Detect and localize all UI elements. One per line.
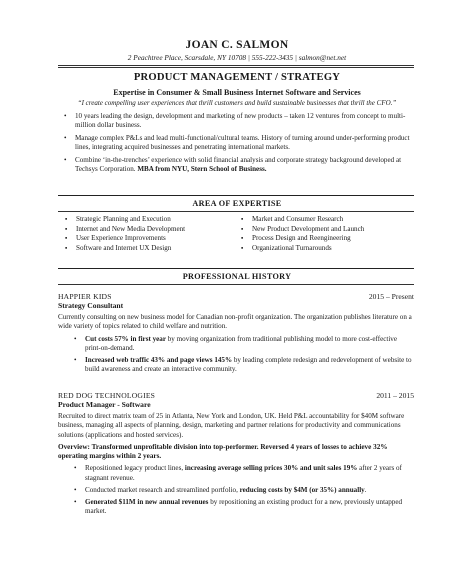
header-divider-top [58, 65, 414, 66]
expertise-list-left [64, 215, 234, 253]
job-dates: 2011 – 2015 [376, 391, 414, 400]
achievement-item: • Conducted market research and streamlined portfolio, reducing costs by $4M (or 35%) annually. [74, 485, 367, 494]
header-divider-bottom [58, 67, 414, 68]
candidate-name: JOAN C. SALMON [185, 39, 289, 51]
expertise-title: AREA OF EXPERTISE [192, 199, 282, 208]
summary-item: • 10 years leading the design, development and marketing of new products – taken 12 ventures from concept to multi-million dollar business. [64, 112, 406, 130]
job-description: Currently consulting on new business model for Canadian non-profit organization. The organization publishes literature on a wide variety of topics related to child welfare and nutrition. [58, 313, 412, 331]
job-overview: Overview: Transformed unprofitable division into top-performer. Reversed 4 years of losses to achieve 32% operating margins within 2 years. [58, 442, 388, 461]
job-dates: 2015 – Present [368, 292, 414, 301]
expertise-list-right [240, 215, 415, 253]
job-description: Recruited to direct matrix team of 25 in Atlanta, New York and London, UK. Held P&L accountability for $40M software business, managing all aspects of planning, design, marketing and partner relations for productivity and communications solutions (applications and hosted services). [58, 412, 405, 439]
contact-info: 2 Peachtree Place, Scarsdale, NY 10708 | 555-222-3435 | salmon@net.net [127, 53, 347, 62]
expertise-item: ▪ Internet and New Media Development [65, 224, 186, 233]
summary-item: • Combine ‘in-the-trenches’ experience with solid financial analysis and corporate strategy background developed at Techsys Corporation. MBA from NYU, Stern School of Business. [64, 156, 402, 174]
expertise-item: ▪ Software and Internet UX Design [65, 243, 172, 252]
headline: PRODUCT MANAGEMENT / STRATEGY [133, 72, 341, 83]
job-title: Product Manager - Software [58, 400, 151, 409]
summary-item: • Manage complex P&Ls and lead multi-functional/cultural teams. History of turning around under-performing product lines, integrating acquired businesses and penetrating international markets. [64, 134, 410, 152]
section-divider [58, 195, 414, 196]
company-name: RED DOG TECHNOLOGIES [58, 391, 156, 400]
expertise-item: ▪ Organizational Turnarounds [241, 243, 332, 252]
expertise-item: ▪ Strategic Planning and Execution [65, 215, 171, 223]
achievement-list [58, 335, 414, 375]
subheadline: Expertise in Consumer & Small Business Internet Software and Services [113, 88, 361, 97]
expertise-item: ▪ User Experience Improvements [65, 234, 166, 243]
summary-list [58, 112, 414, 178]
section-divider [58, 211, 414, 212]
expertise-item: ▪ Process Design and Reengineering [241, 234, 351, 243]
achievement-item: • Repositioned legacy product lines, increasing average selling prices 30% and unit sales 19% after 2 years of stagnant revenue. [74, 464, 402, 482]
expertise-item: ▪ Market and Consumer Research [241, 215, 344, 223]
history-title: PROFESSIONAL HISTORY [182, 272, 292, 281]
section-divider [58, 268, 414, 269]
company-name: HAPPIER KIDS [58, 292, 112, 301]
achievement-item: • Generated $11M in new annual revenues by repositioning an existing product for a new, previously untapped market. [74, 497, 403, 515]
expertise-item: ▪ New Product Development and Launch [241, 224, 365, 233]
personal-quote: “I create compelling user experiences that thrill customers and build sustainable businesses that thrill the CFO.” [77, 99, 397, 107]
job-entry-happier-kids [58, 292, 414, 377]
achievement-list [58, 464, 414, 516]
section-divider [58, 284, 414, 285]
achievement-item: • Cut costs 57% in first year by moving organization from traditional publishing model to more cost-effective print-on-demand. [74, 334, 398, 352]
achievement-item: • Increased web traffic 43% and page views 145% by leading complete redesign and redevelopment of website to build awareness and create an interactive community. [74, 355, 412, 374]
job-entry-red-dog [58, 391, 414, 519]
job-title: Strategy Consultant [58, 301, 124, 310]
